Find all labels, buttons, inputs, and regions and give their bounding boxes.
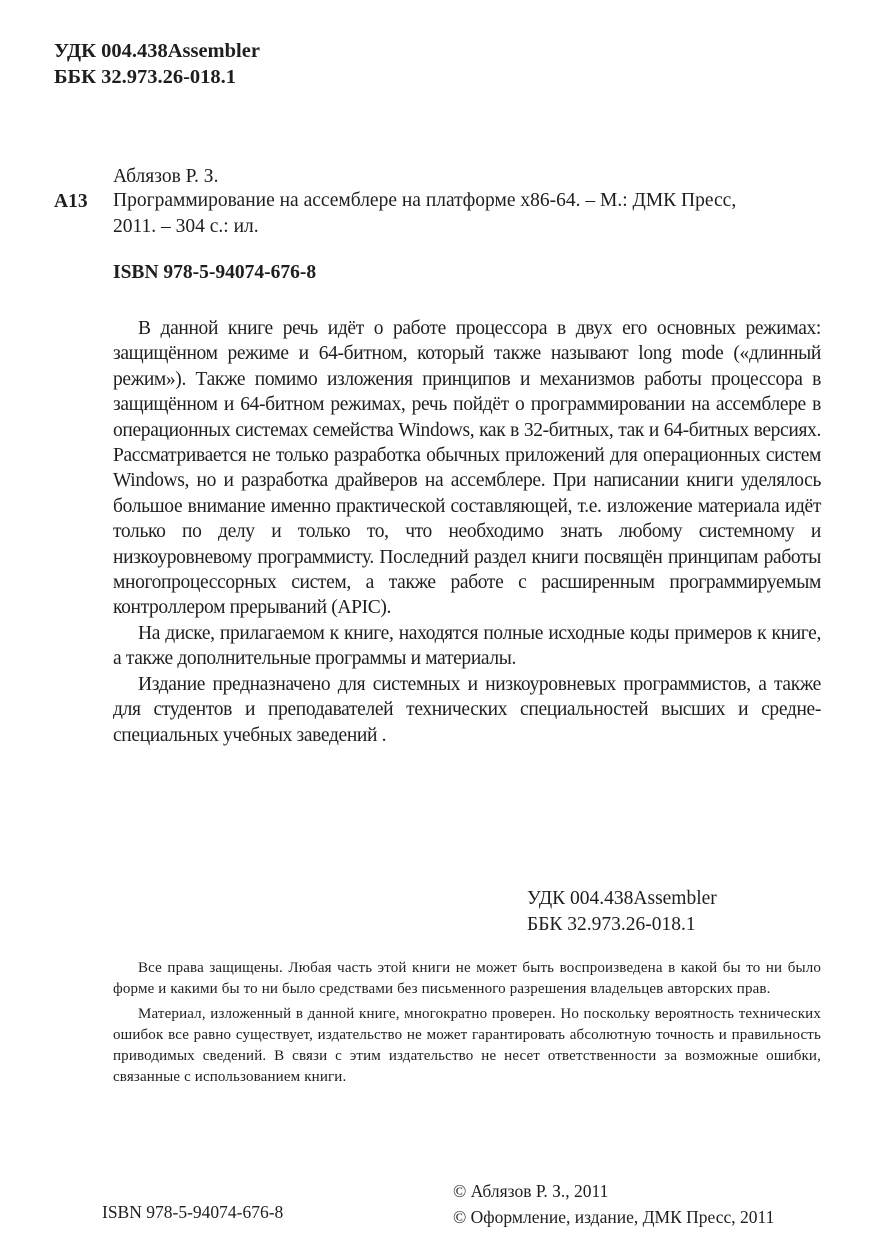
classification-bottom [527, 886, 717, 938]
header-classification [54, 38, 260, 90]
bbk-code-bottom: ББК 32.973.26-018.1 [527, 914, 696, 935]
copyright-publisher: © Оформление, издание, ДМК Пресс, 2011 [453, 1207, 775, 1227]
rights-notice [113, 958, 821, 1092]
abstract-paragraph-3: Издание предназначено для системных и низкоуровневых программистов, а также для студентов и преподавателей технических специальностей высших и средне-специальных учебных заведений . [113, 673, 821, 746]
title-line-1: Программирование на ассемблере на платформе x86-64. – М.: ДМК Пресс, [113, 190, 737, 211]
udk-code: УДК 004.438Assembler [54, 40, 260, 62]
book-title-entry [113, 188, 821, 240]
copyright-author: © Аблязов Р. З., 2011 [453, 1181, 609, 1201]
author-sign: А13 [54, 191, 88, 212]
abstract [113, 316, 821, 748]
rights-paragraph-1: Все права защищены. Любая часть этой книги не может быть воспроизведена в какой бы то ни было форме и какими бы то ни было средствами без письменного разрешения владельцев авторских прав. [113, 960, 821, 997]
copyright-block [453, 1178, 774, 1230]
isbn-main: ISBN 978-5-94074-676-8 [113, 262, 317, 283]
udk-code-bottom: УДК 004.438Assembler [527, 888, 717, 909]
abstract-paragraph-1: В данной книге речь идёт о работе процессора в двух его основных режимах: защищённом режиме и 64-битном, который также называют long mode («длинный режим»). Также помимо изложения принципов и механизмов работы процессора в защищённом и 64-битном режимах, речь пойдёт о программировании на ассемблере в операционных системах семейства Windows, как в 32-битных, так и 64-битных версиях. Рассматривается не только разработка обычных приложений для операционных систем Windows, но и разработка драйверов на ассемблере. При написании книги уделялось большое внимание именно практической составляющей, т.е. изложение материала идёт только по делу и только то, что необходимо знать любому системному и низкоуровневому программисту. Последний раздел книги посвящён принципам работы многопроцессорных систем, а также работе с расширенным программируемым контроллером прерываний (APIC). [113, 318, 821, 619]
title-line-2: 2011. – 304 с.: ил. [113, 216, 259, 237]
isbn-footer: ISBN 978-5-94074-676-8 [102, 1202, 284, 1222]
author-name: Аблязов Р. З. [113, 166, 219, 187]
abstract-paragraph-2: На диске, прилагаемом к книге, находятся полные исходные коды примеров к книге, а также дополнительные программы и материалы. [113, 622, 821, 670]
rights-paragraph-2: Материал, изложенный в данной книге, многократно проверен. Но поскольку вероятность технических ошибок все равно существует, издательство не может гарантировать абсолютную точность и правильность приводимых сведений. В связи с этим издательство не несет ответственности за возможные ошибки, связанные с использованием книги. [113, 1006, 821, 1085]
bbk-code: ББК 32.973.26-018.1 [54, 66, 237, 88]
